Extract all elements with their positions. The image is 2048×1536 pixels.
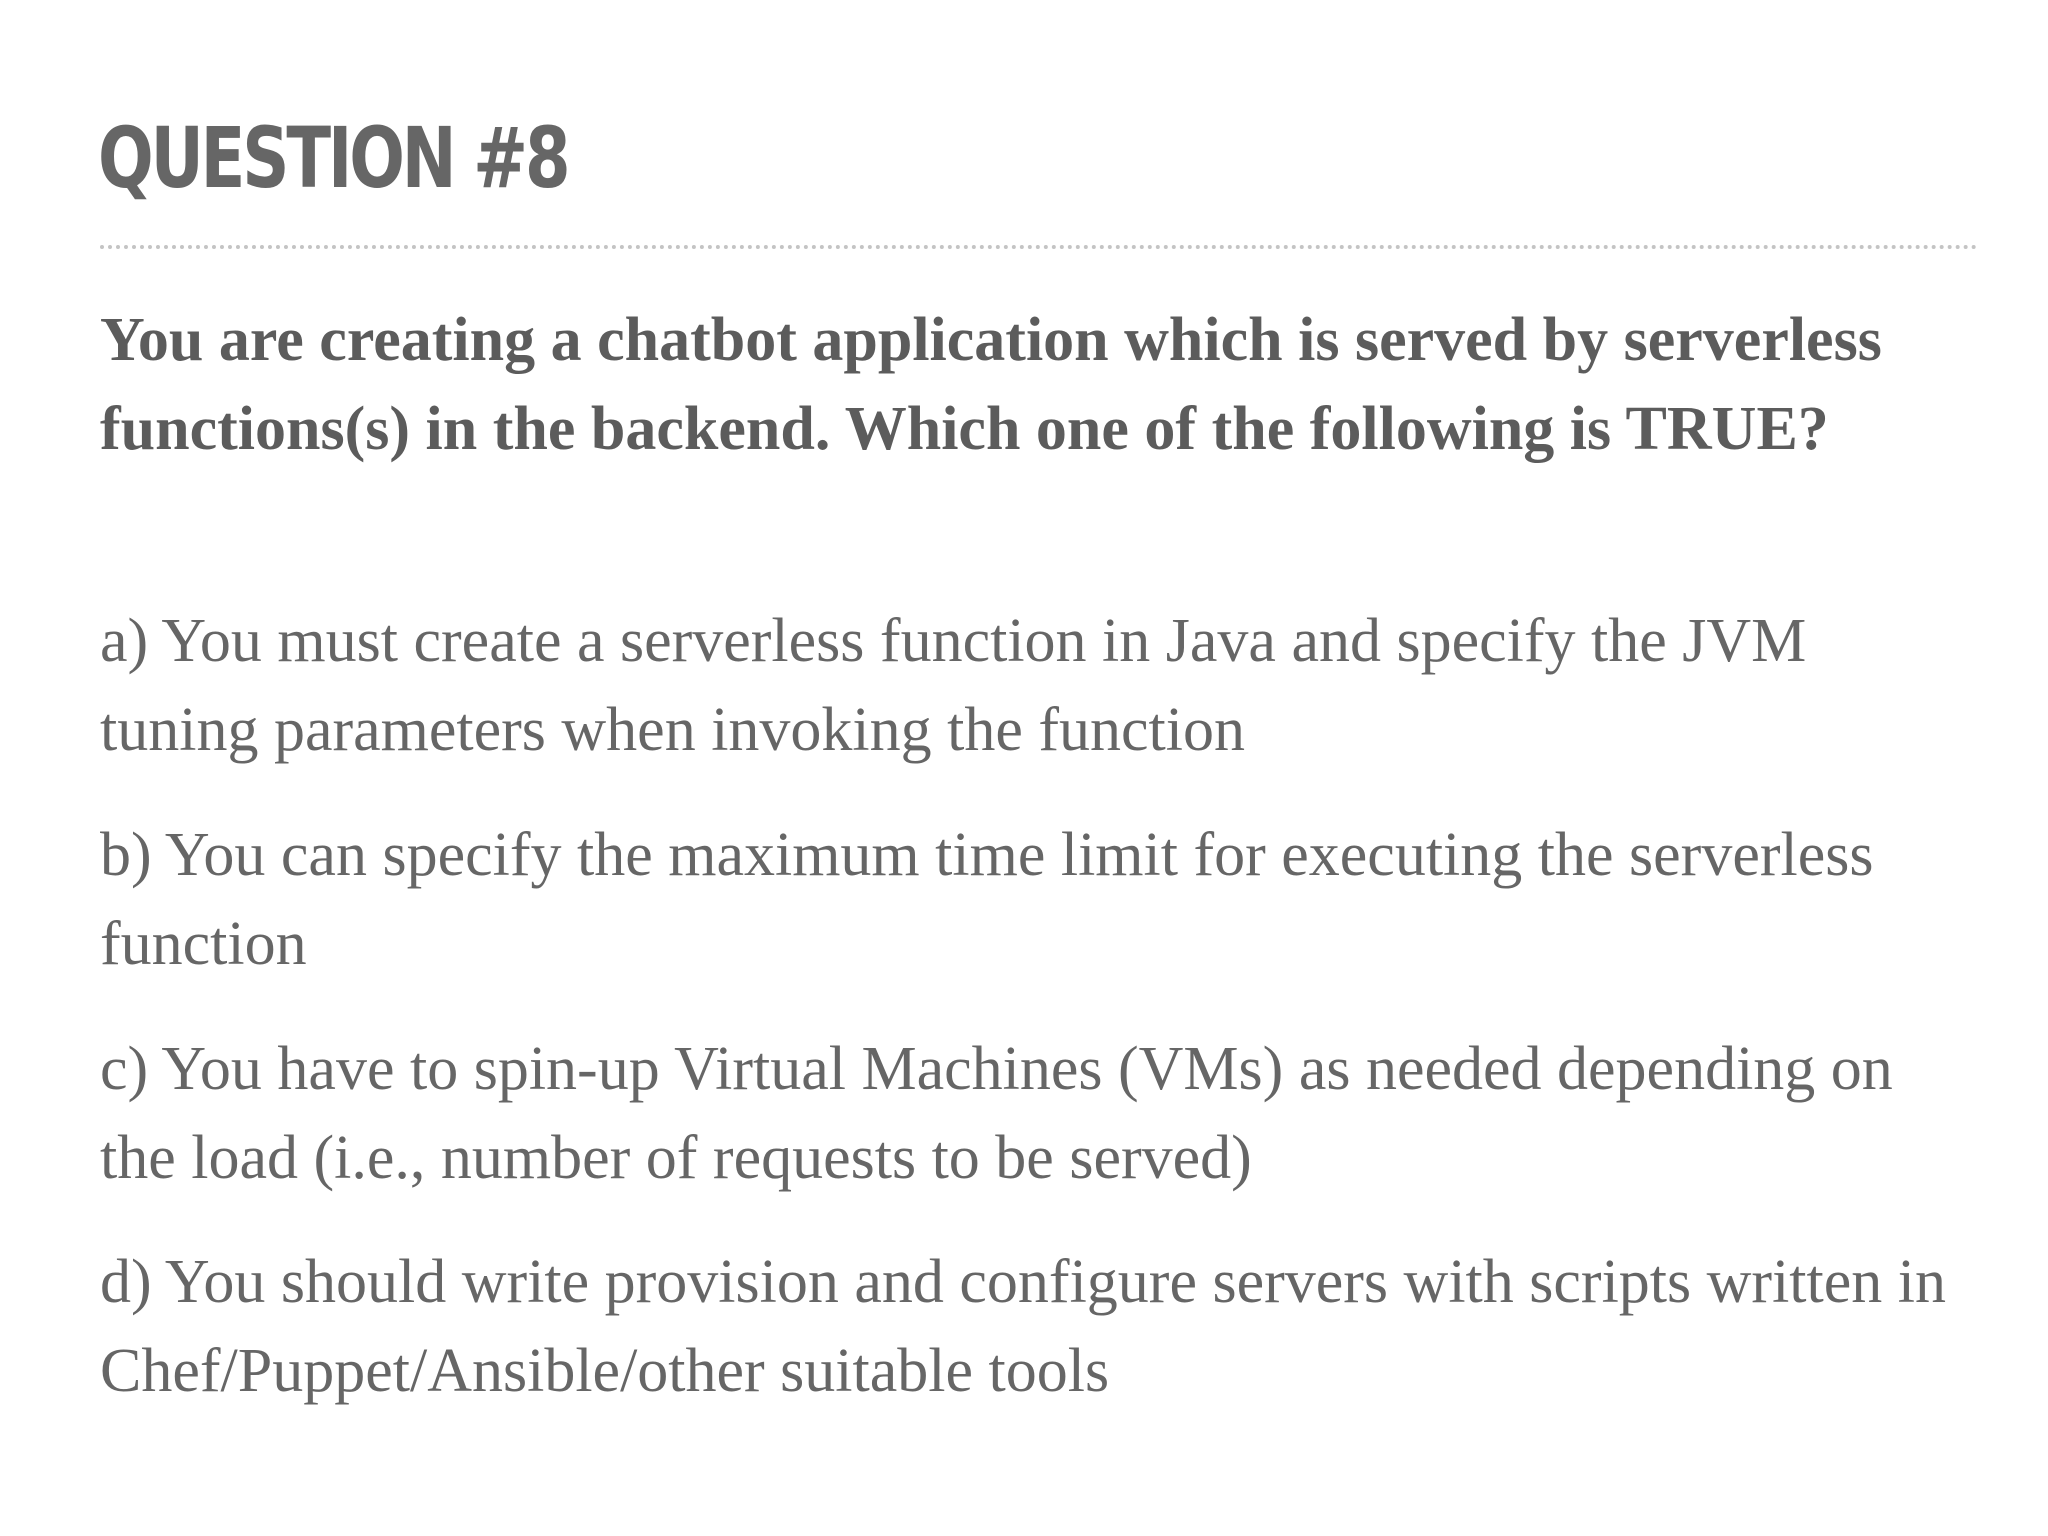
option-b: b) You can specify the maximum time limit for executing the serverless function <box>100 821 1874 978</box>
option-d: d) You should write provision and configure servers with scripts written in Chef/Puppet/Ansible/other suitable tools <box>100 1248 1946 1405</box>
dotted-divider <box>100 245 1978 249</box>
option-c: c) You have to spin-up Virtual Machines (VMs) as needed depending on the load (i.e., number of requests to be served) <box>100 1035 1893 1192</box>
question-text: You are creating a chatbot application which is served by serverless functions(s) in the backend. Which one of the following is TRUE? <box>100 306 1882 463</box>
slide-title: QUESTION #8 <box>98 109 568 207</box>
option-a: a) You must create a serverless function in Java and specify the JVM tuning parameters when invoking the function <box>100 607 1807 764</box>
